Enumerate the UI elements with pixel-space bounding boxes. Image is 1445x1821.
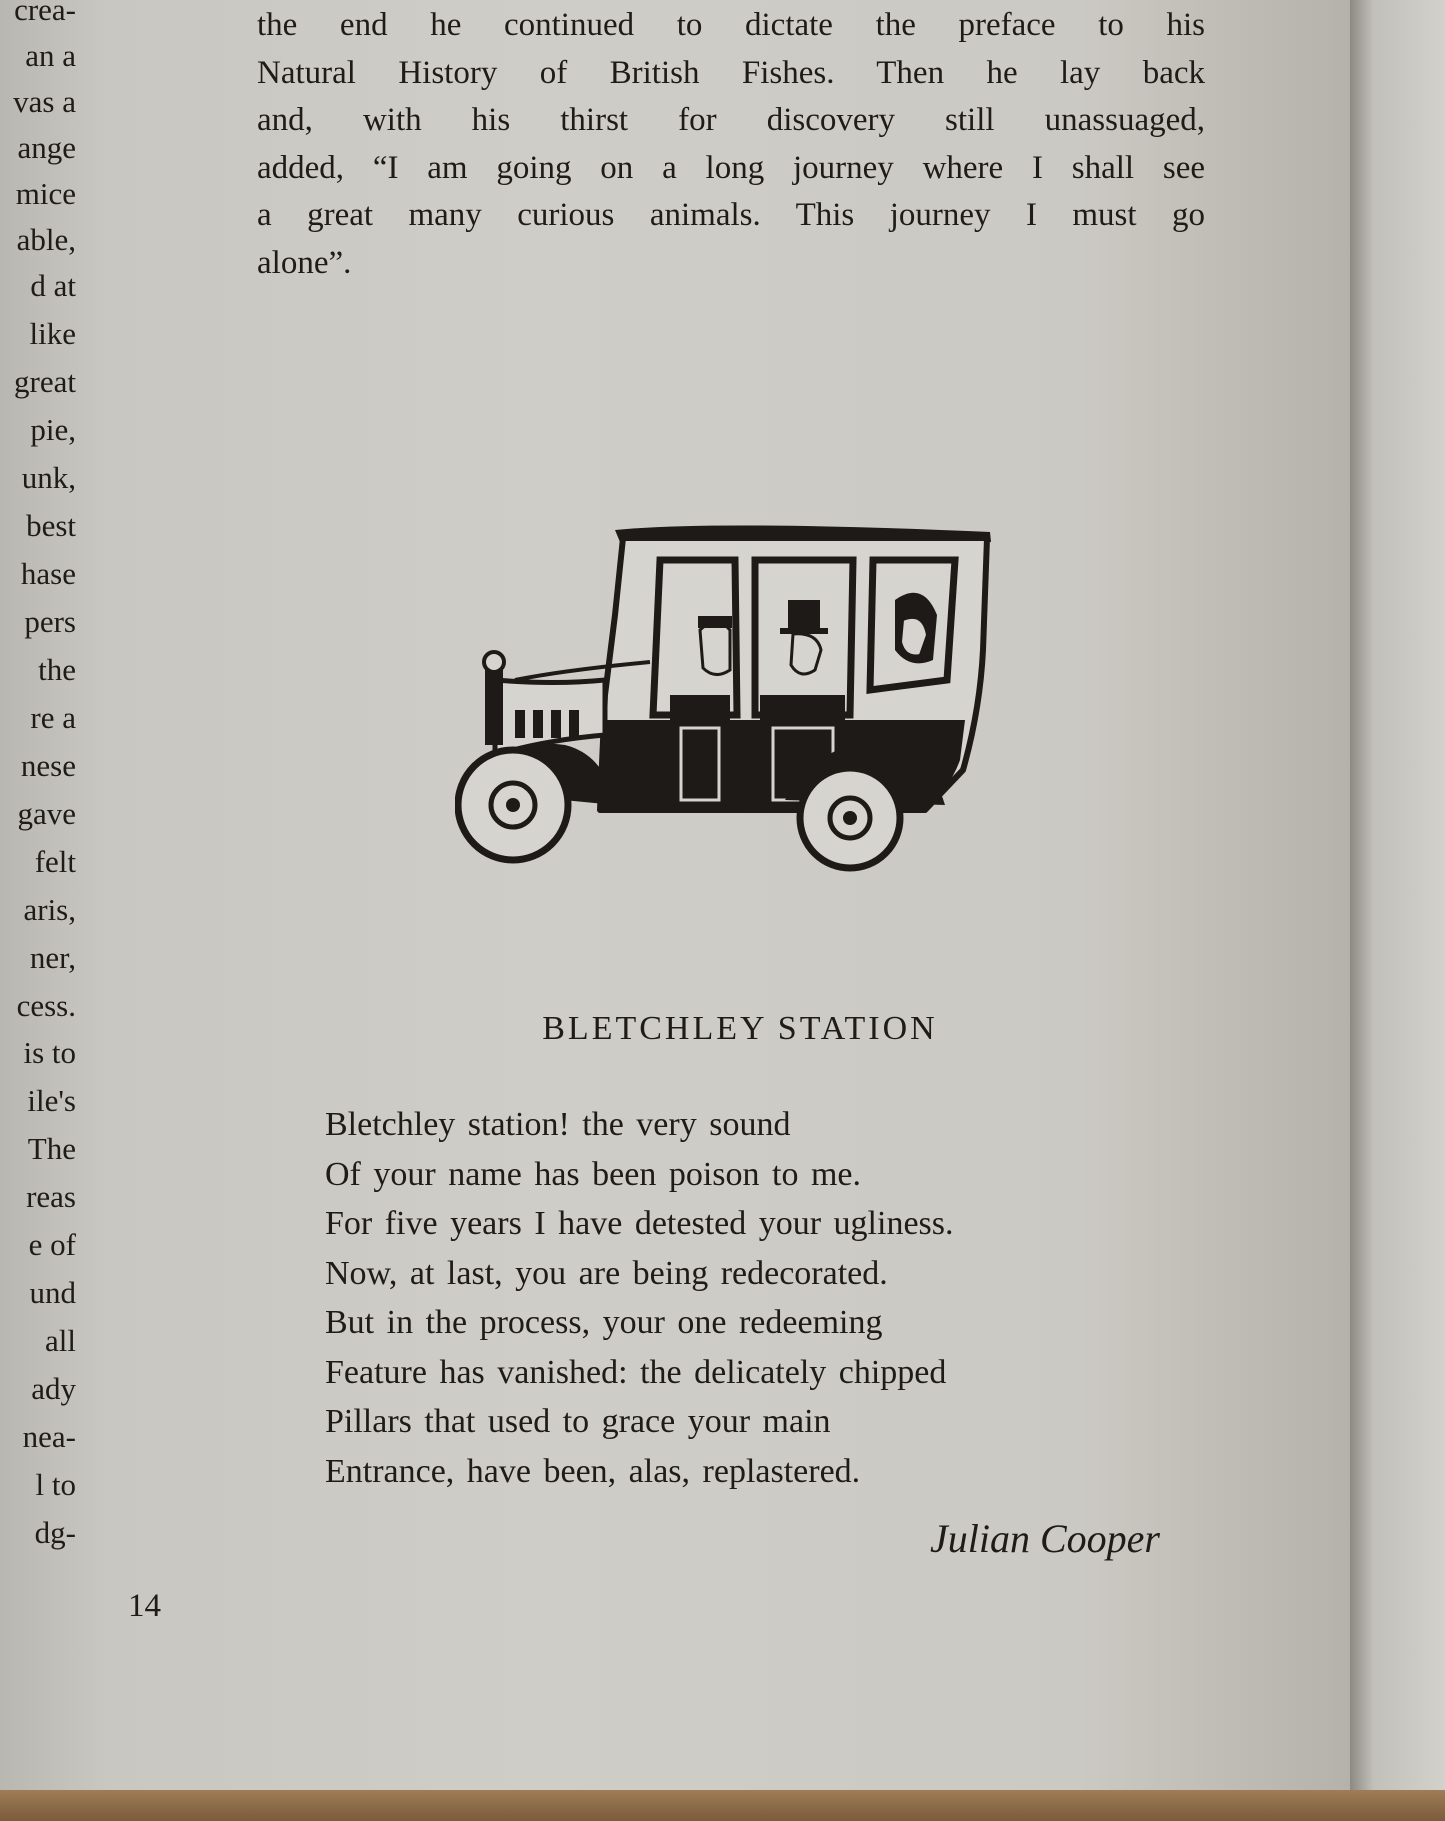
left-fragment: re a <box>30 700 76 735</box>
prose-line: a great many curious animals. This journey I must go <box>257 197 1205 233</box>
prose-line: added, “I am going on a long journey where I shall see <box>257 149 1205 186</box>
left-fragment: nea- <box>22 1419 76 1454</box>
left-fragment: reas <box>26 1179 76 1214</box>
left-fragment: hase <box>20 556 76 591</box>
table-surface <box>0 1790 1445 1821</box>
left-fragment: the <box>38 652 76 687</box>
left-fragment: gave <box>17 796 76 831</box>
prose-line: and, with his thirst for discovery still unassuaged, <box>257 102 1205 138</box>
poem-line: For five years I have detested your ugliness. <box>325 1205 954 1242</box>
left-fragment: pers <box>24 604 76 639</box>
poem-line: Pillars that used to grace your main <box>325 1403 831 1440</box>
prose-line: the end he continued to dictate the preface to his <box>257 7 1205 43</box>
left-fragment: is to <box>23 1035 76 1070</box>
left-fragment: ile's <box>27 1083 76 1118</box>
left-fragment: nese <box>20 748 76 783</box>
poem-author: Julian Cooper <box>930 1516 1160 1561</box>
left-fragment: mice <box>15 176 76 211</box>
poem-line: Of your name has been poison to me. <box>325 1155 861 1193</box>
poem-body <box>325 1100 954 1496</box>
left-fragment: dg- <box>34 1515 76 1550</box>
prose-line: Natural History of British Fishes. Then he lay back <box>257 54 1205 91</box>
poem-line: Entrance, have been, alas, replastered. <box>325 1452 861 1490</box>
left-fragment: like <box>29 316 76 351</box>
left-fragment: l to <box>35 1467 76 1502</box>
left-fragment: und <box>29 1275 76 1310</box>
left-fragment: The <box>27 1131 76 1166</box>
left-fragment: ner, <box>29 940 76 975</box>
left-fragment: all <box>45 1323 76 1358</box>
left-fragment: ady <box>31 1371 76 1406</box>
left-fragment: crea- <box>14 0 76 27</box>
poem-title: BLETCHLEY STATION <box>542 1010 938 1047</box>
page-number: 14 <box>128 1588 161 1624</box>
left-fragment: unk, <box>21 460 76 495</box>
left-fragment: an a <box>25 38 76 73</box>
poem-line: Bletchley station! the very sound <box>325 1106 791 1143</box>
left-fragment: ange <box>17 130 76 165</box>
left-fragment: vas a <box>13 84 76 119</box>
left-fragment: cess. <box>16 988 76 1023</box>
left-fragment: e of <box>28 1227 76 1262</box>
poem-line: But in the process, your one redeeming <box>325 1304 883 1341</box>
left-fragment: best <box>26 508 76 543</box>
left-fragment: pie, <box>30 412 76 447</box>
facing-page-edge <box>1350 0 1445 1790</box>
vintage-car-illustration <box>455 520 995 875</box>
left-fragment: great <box>14 364 76 399</box>
left-fragment: aris, <box>23 892 76 927</box>
left-fragment: felt <box>34 844 76 879</box>
poem-line: Feature has vanished: the delicately chipped <box>325 1353 947 1391</box>
poem-line: Now, at last, you are being redecorated. <box>325 1254 888 1292</box>
prose-line: alone”. <box>257 244 352 281</box>
left-fragment: able, <box>16 222 76 257</box>
prose-paragraph <box>257 2 1205 287</box>
left-fragment: d at <box>30 268 76 303</box>
